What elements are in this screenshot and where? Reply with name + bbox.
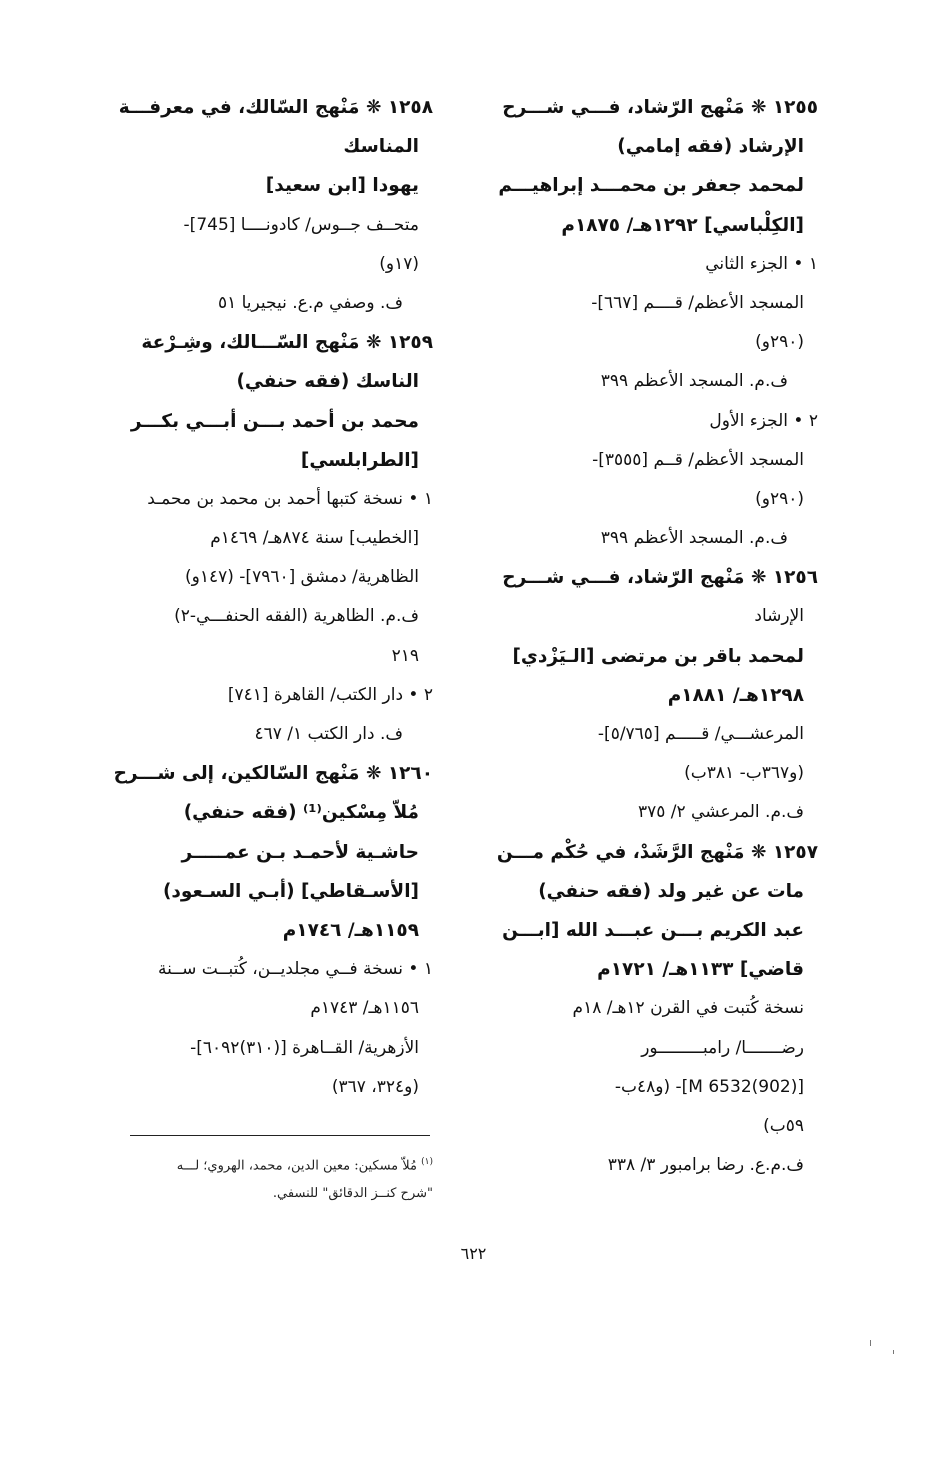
entry-detail-line: (١٧و)	[379, 253, 419, 274]
entry-heading-line: حاشـية لأحمـد بـن عمـــــر	[181, 841, 419, 863]
entry-detail-line: الأزهرية/ القــاهرة [(٣١٠)٦٠٩٢]-	[190, 1037, 419, 1058]
entry-detail-line: المرعشـــي/ قـــــم [٥/٧٦٥]-	[597, 724, 804, 744]
entry-detail-line: ف.م. الظاهرية (الفقه الحنفـــي-٢)	[174, 606, 419, 627]
entry-detail-line: (٢٩٠و)	[755, 488, 804, 509]
entry-detail-line: الإرشاد	[754, 606, 804, 627]
entry-heading-line: [الطرابلسي]	[300, 449, 419, 471]
entry-detail-line: المسجد الأعظم/ قــــم [٦٦٧]-	[591, 292, 804, 313]
scan-speck	[893, 1350, 894, 1354]
entry-detail-line: رضـــــــا/ رامبـــــــــور	[641, 1037, 804, 1058]
entry-detail-line: ف. وصفي م.ع. نيجيريا ٥١	[217, 292, 403, 313]
footnote-marker: (١)	[421, 1157, 433, 1167]
entry-detail-line: ٢١٩	[391, 645, 419, 666]
entry-detail-line: ف.م. المرعشي ٢/ ٣٧٥	[637, 802, 804, 823]
entry-heading-line: محمد بن أحمد بـــن أبـــي بكـــر	[130, 410, 419, 432]
entry-heading-line: ١٢٩٨هـ/ ١٨٨١م	[667, 684, 804, 706]
entry-detail-line: ٢ • الجزء الأول	[709, 410, 818, 431]
scan-speck	[870, 1340, 871, 1346]
entry-detail-line: المسجد الأعظم/ قــم [٣٥٥٥]-	[592, 449, 804, 470]
entry-heading-line: ١٢٥٦ ❋ مَنْهج الرّشاد، فـــي شـــرح	[502, 567, 818, 589]
entry-heading-line: [الكِلْباسي] ١٢٩٢هـ/ ١٨٧٥م	[561, 214, 804, 236]
entry-heading-line: ١٢٦٠ ❋ مَنْهج السّالكين، إلى شـــرح	[113, 763, 433, 785]
entry-detail-line: ف. دار الكتب ١/ ٤٦٧	[254, 724, 403, 744]
entry-heading-line: عبد الكريم بـــن عبـــد الله [ابـــن	[502, 919, 804, 941]
entry-detail-line: (٢٩٠و)	[755, 332, 804, 353]
entry-detail-line: ١١٥٦هـ/ ١٧٤٣م	[310, 998, 419, 1019]
entry-heading-line: ١١٥٩هـ/ ١٧٤٦م	[282, 919, 419, 941]
entry-detail-line: ف.م.ع. رضا برامبور ٣/ ٣٣٨	[607, 1155, 804, 1176]
entry-heading-line: ١٢٥٩ ❋ مَنْهج السّـــالك، وشِـرْعة	[141, 332, 433, 354]
entry-heading-line: [الأسـقاطي] (أبـي السـعود)	[162, 880, 419, 902]
right-column	[478, 88, 818, 1185]
entry-heading-line: قاضي] ١١٣٣هـ/ ١٧٢١م	[597, 959, 804, 981]
page-number: ٦٢٢	[460, 1244, 487, 1263]
entry-detail-line: نسخة كُتبت في القرن ١٢هـ/ ١٨م	[572, 998, 804, 1019]
entry-detail-line: (و٣٦٧ب- ٣٨١ب)	[684, 763, 804, 784]
footnote-separator	[130, 1135, 430, 1136]
entry-detail-line: (و٣٢٤، ٣٦٧)	[331, 1076, 419, 1097]
entry-heading-line: الناسك (فقه حنفي)	[236, 371, 419, 393]
entry-detail-line: ف.م. المسجد الأعظم ٣٩٩	[600, 528, 788, 549]
entry-detail-line: ٥٩ب)	[763, 1115, 804, 1136]
entry-detail-line: ١ • نسخة كتبها أحمد بن محمد بن محمـد	[147, 488, 433, 509]
entry-heading-line: يهودا [ابن سعيد]	[265, 175, 419, 197]
entry-detail-line: ٢ • دار الكتب/ القاهرة [٧٤١]	[227, 684, 433, 705]
entry-detail-line: [M 6532(902)]- (و٤٨ب-	[614, 1076, 804, 1097]
entry-heading-line: لمحمد جعفر بن محمـــد إبراهيـــم	[498, 175, 804, 197]
footnote-line-1	[98, 1148, 433, 1180]
entry-detail-line: [الخطيب] سنة ٨٧٤هـ/ ١٤٦٩م	[210, 528, 419, 549]
entry-heading-line: ١٢٥٨ ❋ مَنْهج السّالك، في معرفـــة	[118, 97, 433, 118]
footnote-line-2: "شرح كنــز الدقائق" للنسفي.	[272, 1186, 433, 1202]
entry-heading-line: لمحمد باقر بن مرتضى [الـيَزْدي]	[512, 645, 804, 667]
entry-heading-line: ١٢٥٥ ❋ مَنْهج الرّشاد، فـــي شـــرح	[502, 97, 818, 118]
entry-heading-line: الإرشاد (فقه إمامي)	[617, 136, 804, 158]
footnote-text-1: مُلاّ مسكين: معين الدين، محمد، الهروي؛ لـــه	[176, 1158, 417, 1174]
entry-detail-line: ١ • نسخة فــي مجلديــن، كُتبــت ســنة	[157, 959, 433, 980]
entry-heading-line: مُلاّ مِسْكين⁽¹⁾ (فقه حنفي)	[183, 802, 419, 824]
entry-detail-line: الظاهرية/ دمشق [٧٩٦٠]- (١٤٧و)	[185, 567, 419, 588]
footnote	[98, 1148, 433, 1208]
entry-detail-line: متحــف جــوس/ كادونــــا [745]-	[183, 214, 419, 235]
entry-heading-line: مات عن غير ولد (فقه حنفي)	[538, 880, 804, 902]
left-column	[98, 88, 433, 1107]
entry-detail-line: ١ • الجزء الثاني	[705, 253, 818, 274]
entry-heading-line: ١٢٥٧ ❋ مَنْهج الرَّشَدْ، في حُكْم مـــن	[496, 841, 818, 863]
entry-heading-line: المناسك	[343, 136, 419, 158]
entry-detail-line: ف.م. المسجد الأعظم ٣٩٩	[600, 371, 788, 392]
